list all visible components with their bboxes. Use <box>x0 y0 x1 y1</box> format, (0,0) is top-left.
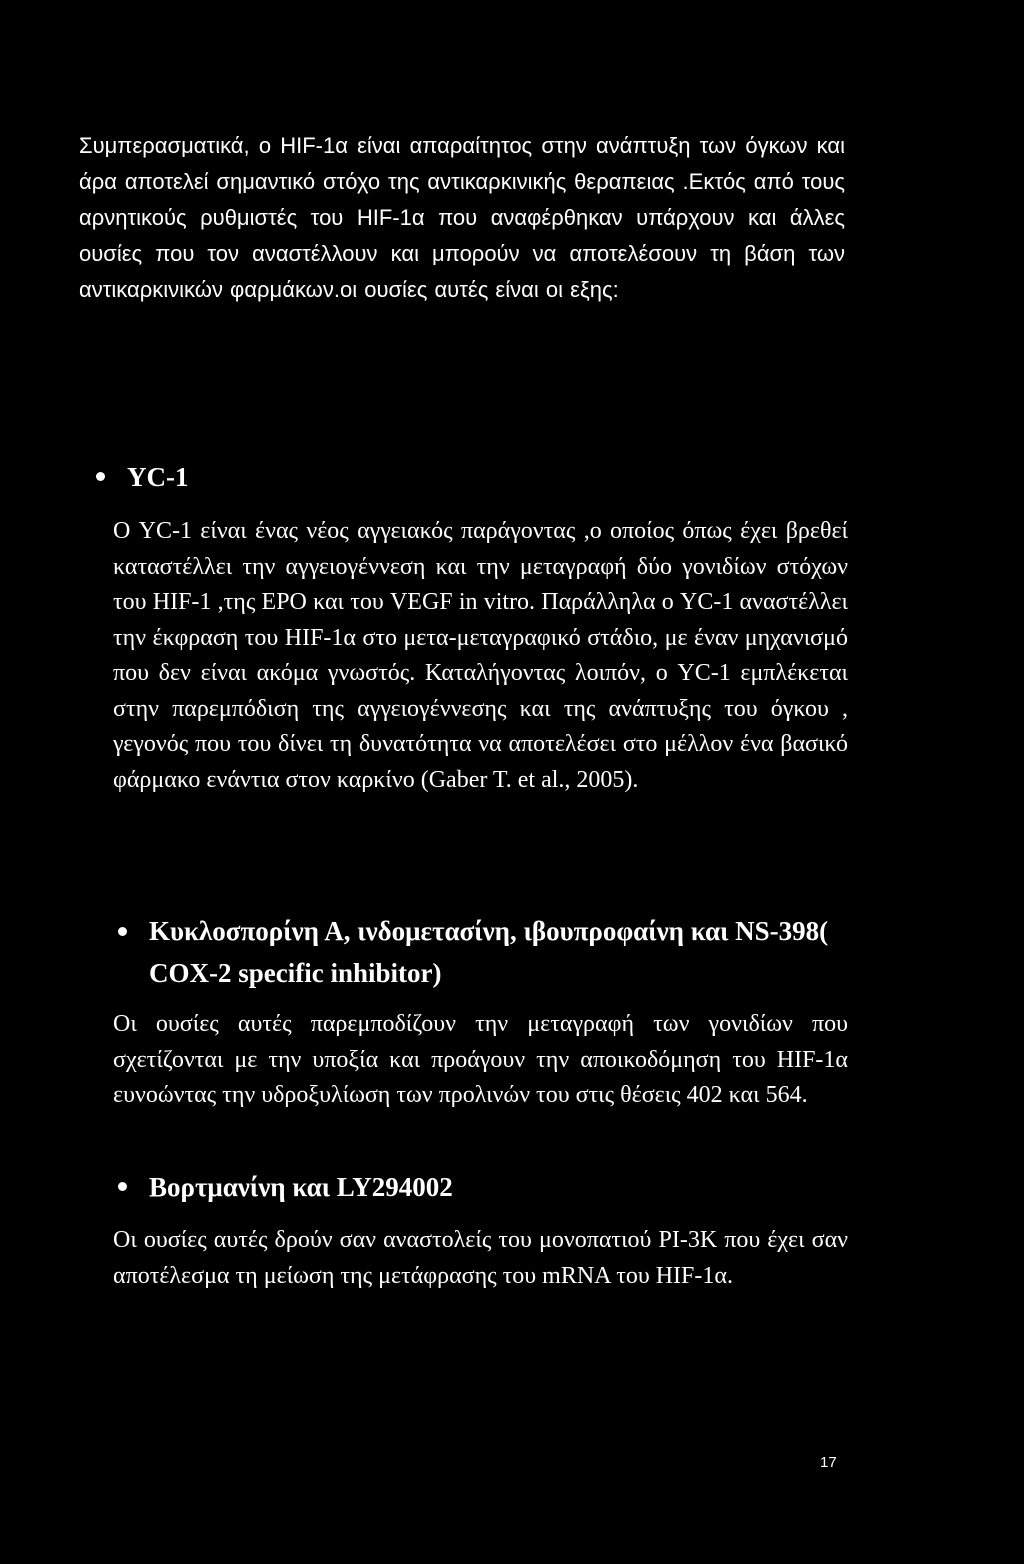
intro-paragraph: Συμπερασματικά, ο HIF-1α είναι απαραίτητος στην ανάπτυξη των όγκων και άρα αποτελεί σημαντικό στόχο της αντικαρκινικής θεραπειας .Εκτός από τους αρνητικούς ρυθμιστές του HIF-1α που αναφέρθηκαν υπάρχουν και άλλες ουσίες που τον αναστέλλουν και μπορούν να αποτελέσουν τη βάση των αντικαρκινικών φαρμάκων.οι ουσίες αυτές είναι οι εξης: <box>79 133 845 302</box>
wortmannin-paragraph: Οι ουσίες αυτές δρούν σαν αναστολείς του μονοπατιού PI-3K που έχει σαν αποτέλεσμα τη μείωση της μετάφρασης του mRNA του HIF-1α. <box>113 1227 848 1289</box>
heading-text: YC-1 <box>127 462 189 492</box>
heading-text: Βορτμανίνη και LY294002 <box>149 1172 453 1202</box>
bullet-heading-yc1 <box>127 458 827 496</box>
cyclosporine-paragraph: Οι ουσίες αυτές παρεμποδίζουν την μεταγραφή των γονιδίων που σχετίζονται με την υποξία και προάγουν την αποικοδόμηση του HIF-1α ευνοώντας την υδροξυλίωση των προλινών του στις θέσεις 402 και 564. <box>113 1011 848 1108</box>
heading-text: Κυκλοσπορίνη Α, ινδομετασίνη, ιβουπροφαίνη και NS-398( COX-2 specific inhibitor) <box>149 916 829 988</box>
bullet-heading-cyclosporine <box>149 910 849 994</box>
bullet-heading-wortmannin <box>149 1168 849 1206</box>
bullet-icon <box>118 927 127 936</box>
page-number: 17 <box>820 1454 837 1471</box>
bullet-icon <box>96 472 105 481</box>
yc1-paragraph: Ο YC-1 είναι ένας νέος αγγειακός παράγοντας ,ο οποίος όπως έχει βρεθεί καταστέλλει την αγγειογέννεση και την μεταγραφή δύο γονιδίων στόχων του HIF-1 ,της EPO και του VEGF in vitro. Παράλληλα ο YC-1 αναστέλλει την έκφραση του HIF-1α στο μετα-μεταγραφικό στάδιο, με έναν μηχανισμό που δεν είναι ακόμα γνωστός. Καταλήγοντας λοιπόν, ο YC-1 εμπλέκεται στην παρεμπόδιση της αγγειογέννεσης και της ανάπτυξης του όγκου , γεγονός που του δίνει τη δυνατότητα να αποτελέσει στο μέλλον ένα βασικό φάρμακο ενάντια στον καρκίνο (Gaber T. et al., 2005). <box>113 518 848 793</box>
bullet-icon <box>118 1182 127 1191</box>
